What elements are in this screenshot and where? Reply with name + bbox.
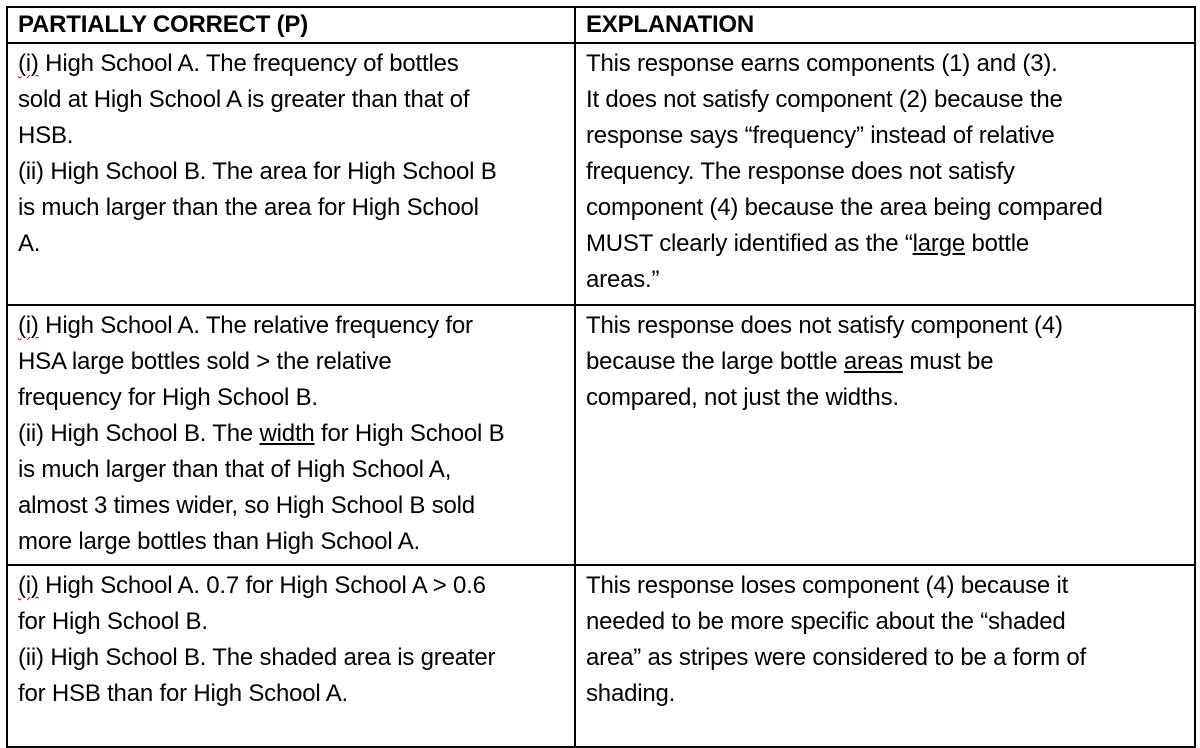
text-line: is much larger than that of High School A, (18, 456, 452, 483)
text-fragment: (ii) High School B. The (18, 420, 260, 447)
text-line (586, 344, 1184, 380)
text-line: sold at High School A is greater than that of (18, 86, 470, 113)
text-line: almost 3 times wider, so High School B sold (18, 492, 475, 519)
text-line: needed to be more specific about the “shaded (586, 608, 1066, 635)
text-line: This response does not satisfy component (4) (586, 312, 1063, 339)
text-line: is much larger than the area for High School (18, 194, 479, 221)
text-fragment: MUST clearly identified as the “ (586, 230, 913, 257)
response-cell (7, 565, 575, 747)
underlined-word: large (912, 230, 965, 257)
scoring-rubric-table (6, 6, 1196, 748)
table-row (7, 305, 1195, 565)
underlined-word: areas (843, 348, 903, 375)
text-line (18, 46, 564, 82)
response-cell (7, 305, 575, 565)
table-header-row (7, 7, 1195, 43)
text-line: for High School B. (18, 608, 208, 635)
header-partially-correct: PARTIALLY CORRECT (P) (7, 7, 575, 43)
text-fragment: for High School B (314, 420, 505, 447)
text-line: It does not satisfy component (2) because the (586, 86, 1063, 113)
text-line: component (4) because the area being compared (586, 194, 1103, 221)
table-row (7, 565, 1195, 747)
explanation-cell (575, 305, 1195, 565)
text-line: (ii) High School B. The area for High School B (18, 158, 497, 185)
text-line: frequency for High School B. (18, 384, 318, 411)
underlined-word: width (259, 420, 315, 447)
text-line: more large bottles than High School A. (18, 528, 420, 555)
text-line (18, 308, 564, 344)
text-fragment: High School A. 0.7 for High School A > 0.6 (38, 572, 486, 599)
header-explanation: EXPLANATION (575, 7, 1195, 43)
table-row (7, 43, 1195, 305)
text-line: areas.” (586, 266, 660, 293)
spellcheck-marker: (i) (18, 312, 39, 339)
text-line: A. (18, 230, 41, 257)
text-line: area” as stripes were considered to be a form of (586, 644, 1086, 671)
response-cell (7, 43, 575, 305)
text-line: (ii) High School B. The shaded area is greater (18, 644, 496, 671)
text-line: shading. (586, 680, 676, 707)
spellcheck-marker: (i) (18, 572, 39, 599)
text-line: for HSB than for High School A. (18, 680, 348, 707)
text-line: frequency. The response does not satisfy (586, 158, 1015, 185)
text-line: This response earns components (1) and (3). (586, 50, 1058, 77)
text-line (586, 226, 1184, 262)
text-line: compared, not just the widths. (586, 384, 899, 411)
explanation-cell (575, 565, 1195, 747)
text-line (18, 416, 564, 452)
text-fragment: must be (902, 348, 994, 375)
explanation-cell (575, 43, 1195, 305)
text-fragment: High School A. The frequency of bottles (38, 50, 459, 77)
text-line: This response loses component (4) because it (586, 572, 1069, 599)
text-line: HSB. (18, 122, 74, 149)
spellcheck-marker: (i) (18, 50, 39, 77)
text-fragment: because the large bottle (586, 348, 844, 375)
text-fragment: High School A. The relative frequency for (38, 312, 473, 339)
text-line (18, 568, 564, 604)
text-line: HSA large bottles sold > the relative (18, 348, 392, 375)
text-fragment: bottle (965, 230, 1029, 257)
text-line: response says “frequency” instead of relative (586, 122, 1055, 149)
